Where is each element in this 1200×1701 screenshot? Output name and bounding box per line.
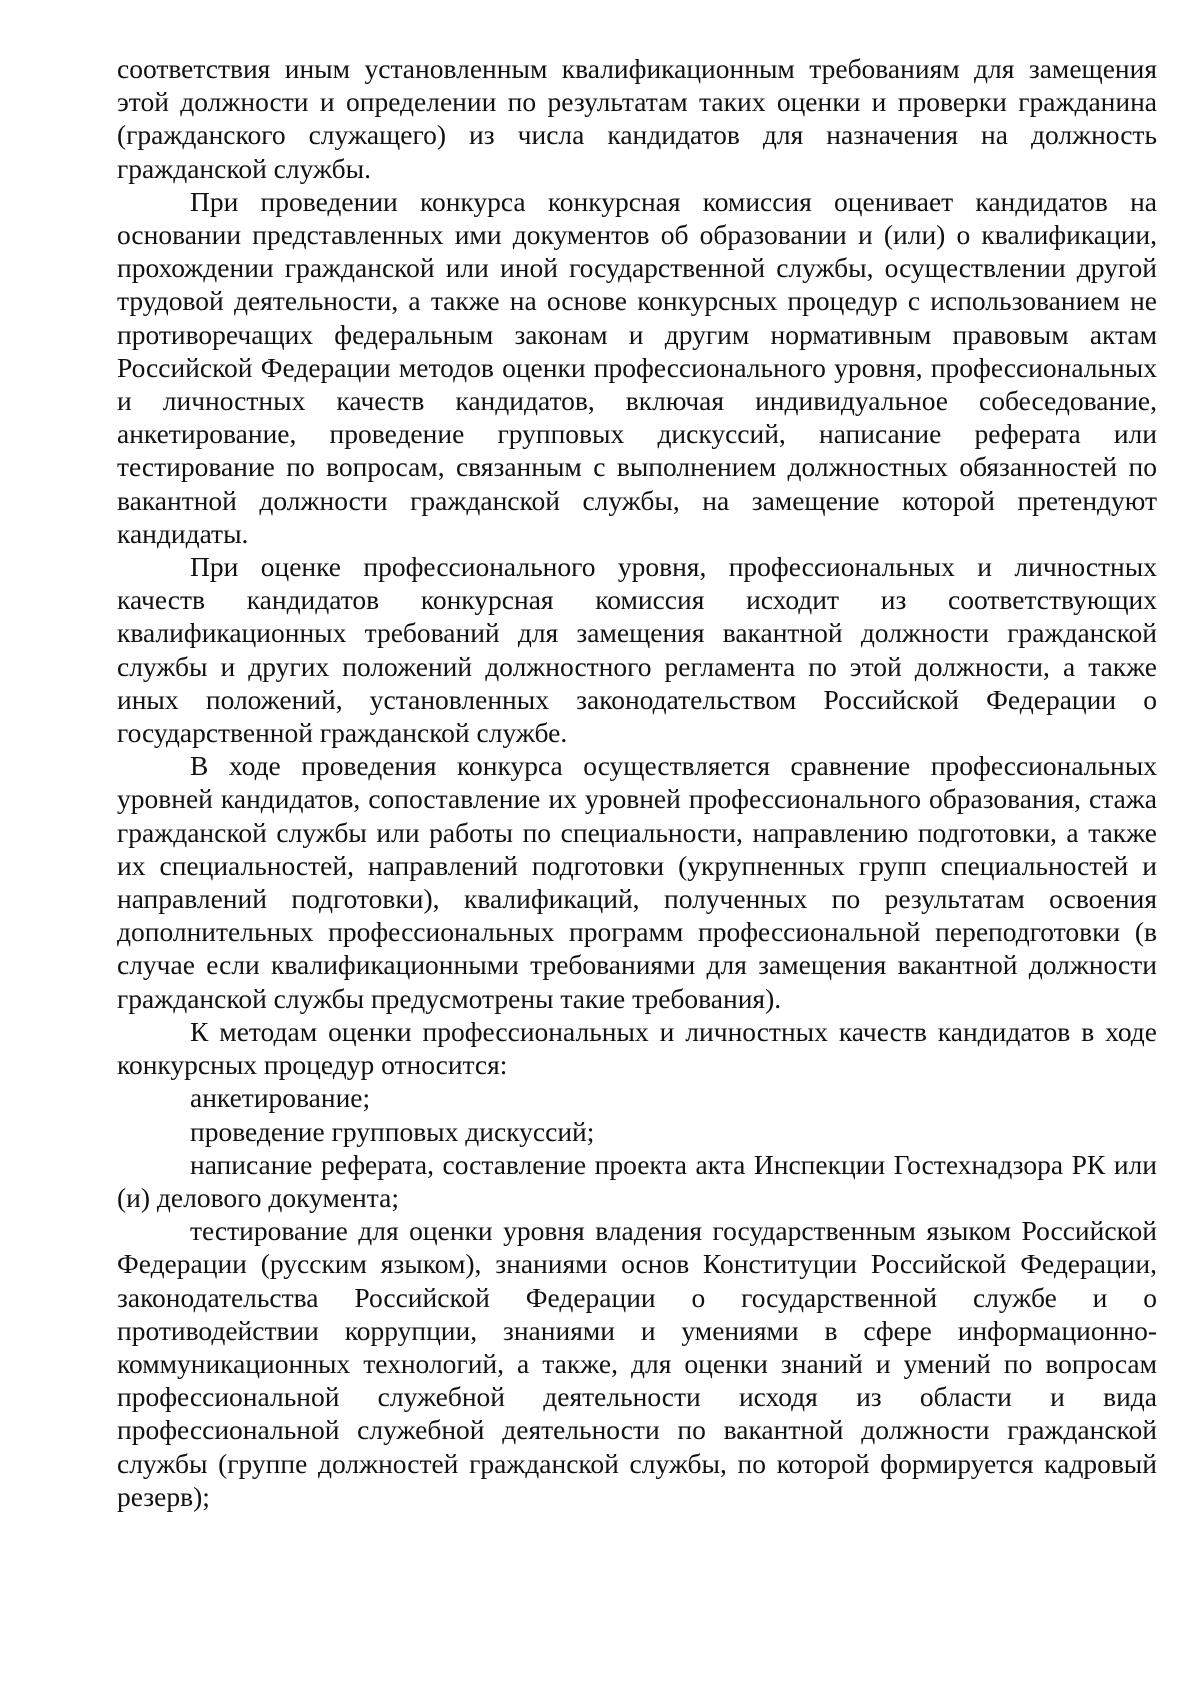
paragraph-continuation: соответствия иным установленным квалификационным требованиям для замещения этой должности и определении по результатам таких оценки и проверки гражданина (гражданского служащего) из числа кандидатов для назначения на должность гражданской службы. [117, 53, 1157, 184]
paragraph-methods-intro: К методам оценки профессиональных и личностных качеств кандидатов в ходе конкурсных процедур относится: [117, 1015, 1157, 1081]
list-item-testing: тестирование для оценки уровня владения государственным языком Российской Федерации (русским языком), знаниями основ Конституции Российской Федерации, законодательства Российской Федерации о государственной службе и о противодействии коррупции, знаниями и умениями в сфере информационно-коммуникационных технологий, а также, для оценки знаний и умений по вопросам профессиональной служебной деятельности исходя из области и вида профессиональной служебной деятельности по вакантной должности гражданской службы (группе должностей гражданской службы, по которой формируется кадровый резерв); [117, 1215, 1157, 1512]
list-item-group-discussions: проведение групповых дискуссий; [190, 1115, 595, 1147]
list-item-essay: написание реферата, составление проекта акта Инспекции Гостехнадзора РК или (и) делового документа; [117, 1148, 1157, 1213]
list-item-questionnaire: анкетирование; [190, 1082, 371, 1114]
paragraph-comparison: В ходе проведения конкурса осуществляется сравнение профессиональных уровней кандидатов, сопоставление их уровней профессионального образования, стажа гражданской службы или работы по специальности, направлению подготовки, а также их специальностей, направлений подготовки (укрупненных групп специальностей и направлений подготовки), квалификаций, полученных по результатам освоения дополнительных профессиональных программ профессиональной переподготовки (в случае если квалификационными требованиями для замещения вакантной должности гражданской службы предусмотрены такие требования). [117, 750, 1157, 1014]
paragraph-assessment-basis: При оценке профессионального уровня, профессиональных и личностных качеств кандидатов конкурсная комиссия исходит из соответствующих квалификационных требований для замещения вакантной должности гражданской службы и других положений должностного регламента по этой должности, а также иных положений, установленных законодательством Российской Федерации о государственной гражданской службе. [117, 551, 1157, 749]
document-page [117, 52, 1157, 1513]
paragraph-competition-evaluation: При проведении конкурса конкурсная комиссия оценивает кандидатов на основании представленных ими документов об образовании и (или) о квалификации, прохождении гражданской или иной государственной службы, осуществлении другой трудовой деятельности, а также на основе конкурсных процедур с использованием не противоречащих федеральным законам и другим нормативным правовым актам Российской Федерации методов оценки профессионального уровня, профессиональных и личностных качеств кандидатов, включая индивидуальное собеседование, анкетирование, проведение групповых дискуссий, написание реферата или тестирование по вопросам, связанным с выполнением должностных обязанностей по вакантной должности гражданской службы, на замещение которой претендуют кандидаты. [117, 185, 1157, 549]
